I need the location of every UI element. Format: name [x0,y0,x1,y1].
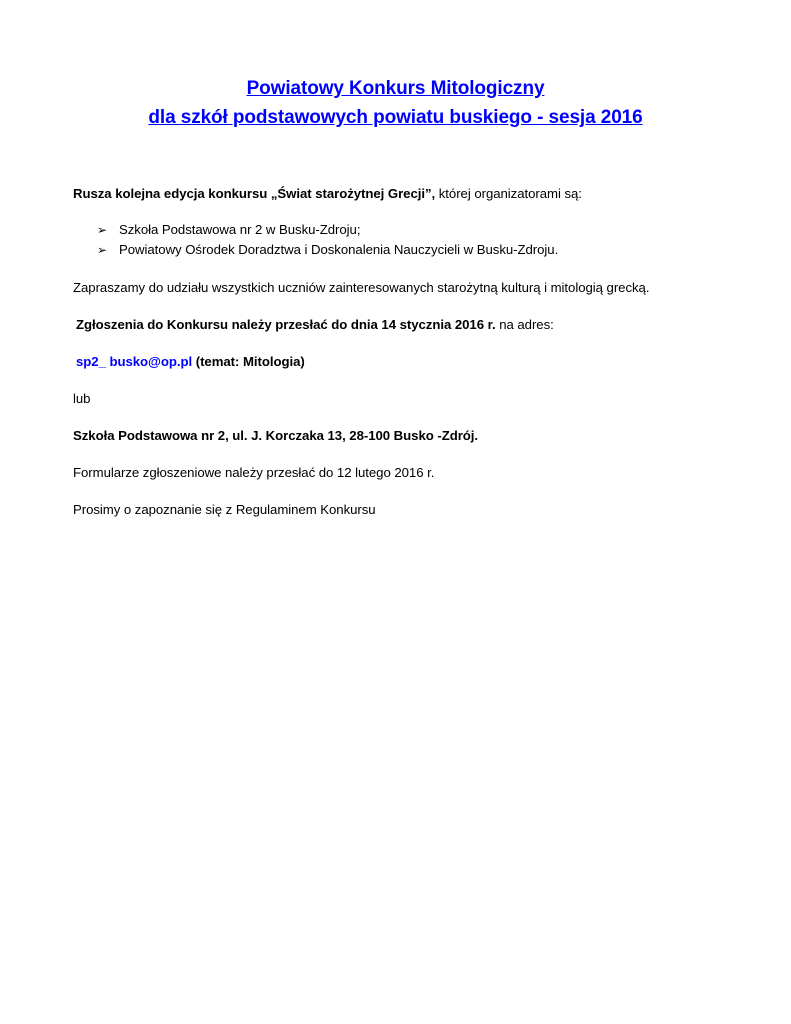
title-line-1: Powiatowy Konkurs Mitologiczny [246,78,545,99]
title-line-2: dla szkół podstawowych powiatu buskiego - sesja 2016 [148,107,643,128]
regulations-paragraph: Prosimy o zapoznanie się z Regulaminem Konkursu [73,502,376,517]
intro-bold-text: Rusza kolejna edycja konkursu „Świat starożytnej Grecji”, [73,186,436,201]
list-item [97,220,558,240]
organizer-text: Powiatowy Ośrodek Doradztwa i Doskonalenia Nauczycieli w Busku-Zdroju. [119,242,559,257]
organizer-text: Szkoła Podstawowa nr 2 w Busku-Zdroju; [119,222,361,237]
postal-address: Szkoła Podstawowa nr 2, ul. J. Korczaka 13, 28-100 Busko -Zdrój. [73,428,479,443]
organizers-list [97,220,558,260]
email-link[interactable]: sp2_ busko@op.pl [76,354,193,369]
deadline-bold-text: Zgłoszenia do Konkursu należy przesłać do dnia 14 stycznia 2016 r. [76,317,496,332]
email-paragraph [76,353,305,371]
arrow-bullet-icon: ➢ [97,223,108,237]
deadline-paragraph [76,316,554,334]
invitation-paragraph: Zapraszamy do udziału wszystkich uczniów zainteresowanych starożytną kulturą i mitologią grecką. [73,280,650,295]
document-title [0,74,791,132]
or-text: lub [73,391,91,406]
list-item [97,240,558,260]
intro-paragraph [73,185,582,203]
forms-deadline-paragraph: Formularze zgłoszeniowe należy przesłać do 12 lutego 2016 r. [73,465,435,480]
intro-rest-text: której organizatorami są: [435,186,582,201]
arrow-bullet-icon: ➢ [97,243,108,257]
deadline-rest-text: na adres: [495,317,554,332]
email-subject-note: (temat: Mitologia) [192,354,305,369]
